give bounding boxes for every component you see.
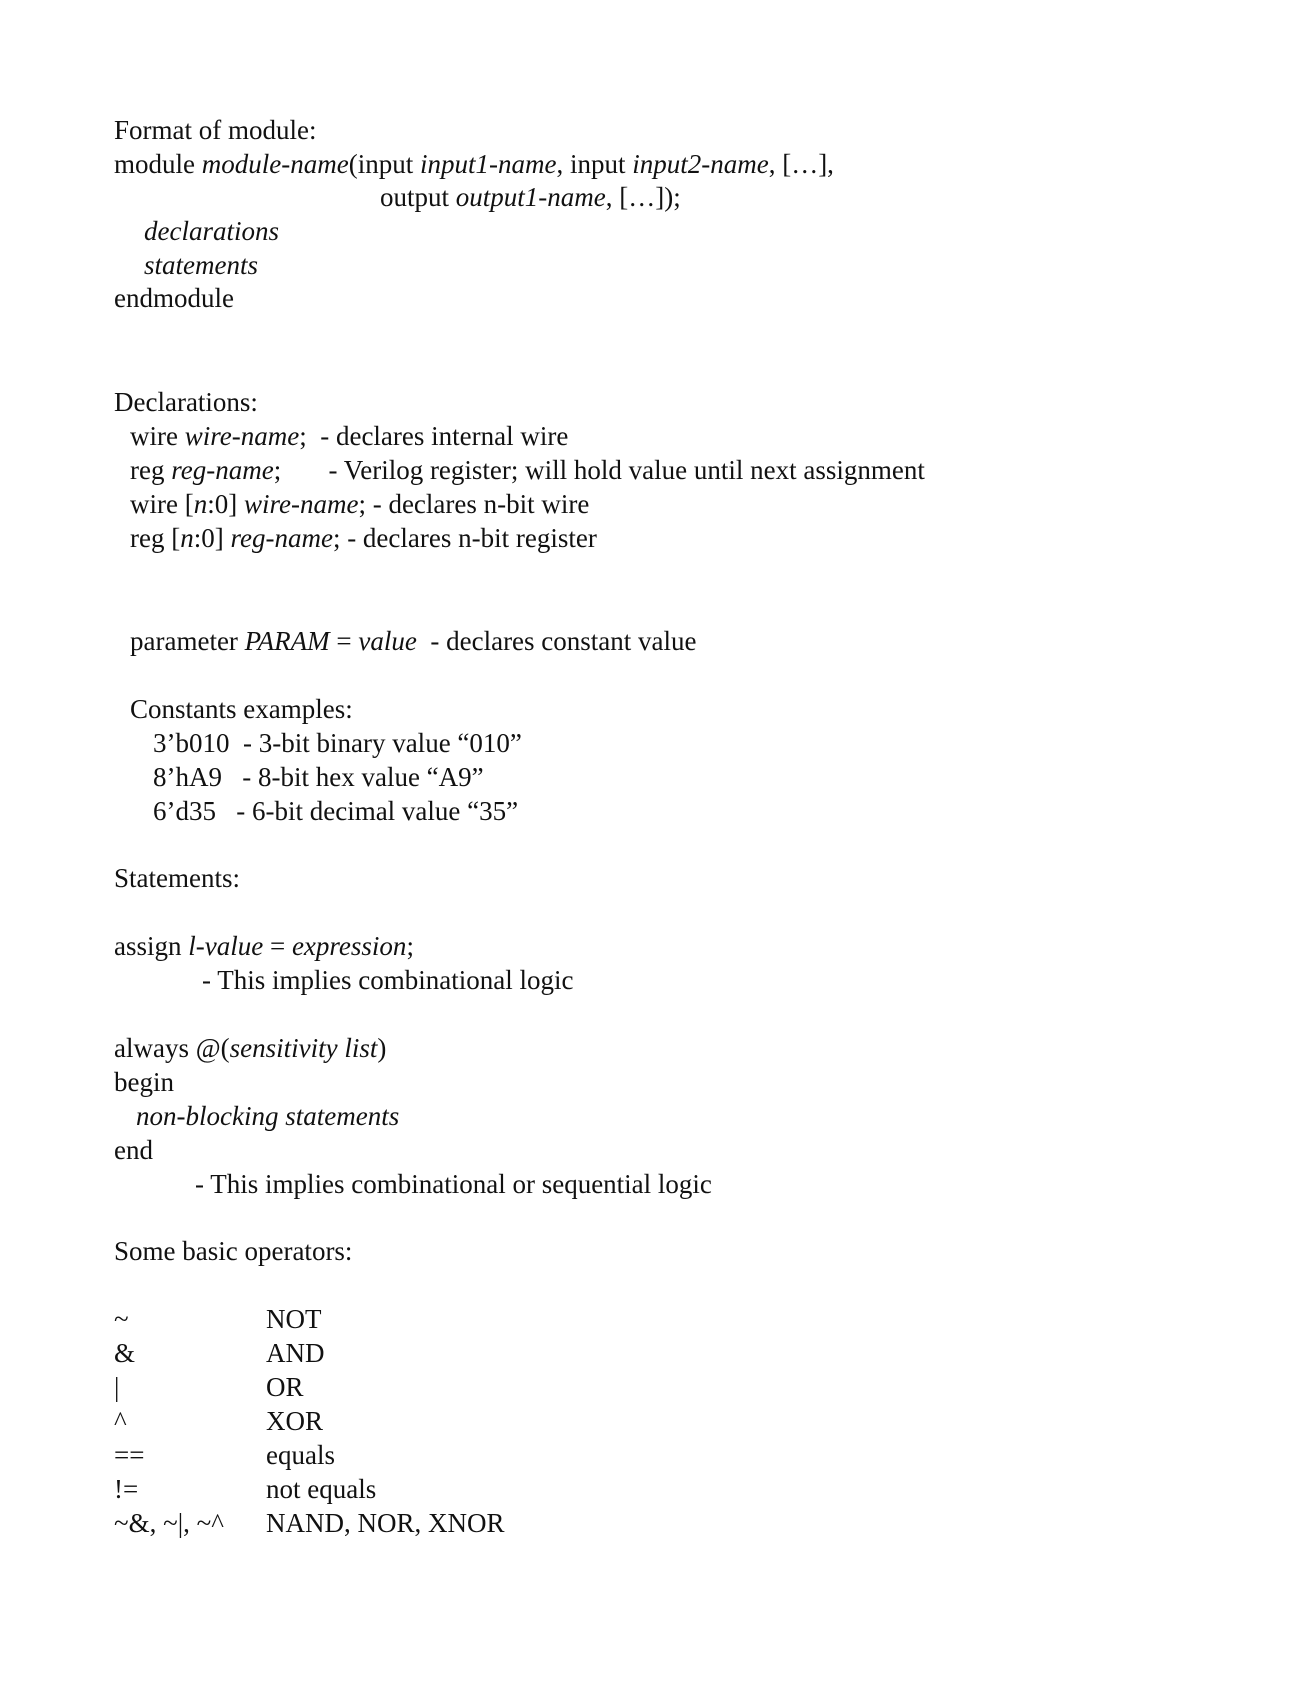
operator-name: not equals [266, 1474, 377, 1504]
always-statement [114, 1031, 386, 1065]
format-declarations [144, 214, 279, 248]
text: n [180, 523, 194, 553]
text: :0] [193, 523, 231, 553]
format-statements [144, 248, 258, 282]
text: input1-name [419, 149, 557, 179]
operator-name: NAND, NOR, XNOR [266, 1508, 505, 1538]
text: ; [406, 931, 414, 961]
format-endmodule: endmodule [114, 283, 234, 313]
text: l-value [188, 931, 264, 961]
operator-name: OR [266, 1372, 304, 1402]
text: ) [377, 1033, 387, 1063]
module-signature-line1 [114, 147, 834, 181]
text: assign [114, 931, 189, 961]
begin-keyword: begin [114, 1067, 174, 1097]
format-heading: Format of module: [114, 115, 317, 145]
text: wire [ [130, 489, 194, 519]
text: always @( [114, 1033, 230, 1063]
text: :0] [207, 489, 244, 519]
text: wire [130, 421, 185, 451]
text: reg [ [130, 523, 181, 553]
text: module [114, 149, 202, 179]
constant-example-decimal: 6’d35 - 6-bit decimal value “35” [153, 796, 519, 826]
statements-heading: Statements: [114, 863, 240, 893]
text: non-blocking statements [136, 1101, 400, 1131]
always-note: - This implies combinational or sequential logic [195, 1169, 712, 1199]
end-keyword: end [114, 1135, 153, 1165]
text: reg-name [230, 523, 333, 553]
operator-name: AND [266, 1338, 325, 1368]
operator-name: NOT [266, 1304, 322, 1334]
text: reg [130, 455, 172, 485]
text: expression [291, 931, 407, 961]
text: wire-name [184, 421, 300, 451]
text: PARAM [244, 626, 330, 656]
operator-symbol: ~&, ~|, ~^ [114, 1508, 224, 1538]
assign-statement [114, 929, 414, 963]
constant-example-hex: 8’hA9 - 8-bit hex value “A9” [153, 762, 484, 792]
text: n [193, 489, 208, 519]
text: wire-name [243, 489, 359, 519]
module-signature-line2 [380, 180, 681, 214]
nonblocking-statements [136, 1099, 399, 1133]
operator-symbol: & [114, 1338, 136, 1368]
text: sensitivity list [229, 1033, 378, 1063]
operators-heading: Some basic operators: [114, 1236, 353, 1266]
text: output [380, 182, 456, 212]
constants-heading: Constants examples: [130, 694, 353, 724]
text: (input [348, 149, 420, 179]
decl-wire [130, 419, 568, 453]
text: value [358, 626, 417, 656]
text: , […]); [605, 182, 681, 212]
text: input2-name [632, 149, 769, 179]
operator-symbol: ~ [114, 1304, 129, 1334]
operator-symbol: != [114, 1474, 139, 1504]
operator-symbol: | [114, 1372, 120, 1402]
text: reg-name [171, 455, 274, 485]
text: declarations [144, 216, 279, 246]
declarations-heading: Declarations: [114, 387, 258, 417]
decl-wire-nbit [130, 487, 589, 521]
text: = [329, 626, 359, 656]
text: ; - declares internal wire [299, 421, 569, 451]
text: ; - declares n-bit wire [358, 489, 590, 519]
text: - declares constant value [416, 626, 697, 656]
decl-reg [130, 453, 925, 487]
text: parameter [130, 626, 245, 656]
text: , input [556, 149, 633, 179]
operator-symbol: ^ [114, 1406, 127, 1436]
text: ; - declares n-bit register [332, 523, 597, 553]
text: output1-name [455, 182, 606, 212]
operator-name: equals [266, 1440, 335, 1470]
text: module-name [201, 149, 349, 179]
text: = [263, 931, 292, 961]
text: statements [144, 250, 258, 280]
operator-name: XOR [266, 1406, 324, 1436]
decl-parameter [130, 624, 697, 658]
decl-reg-nbit [130, 521, 597, 555]
operator-symbol: == [114, 1440, 145, 1470]
text: ; - Verilog register; will hold value until next assignment [273, 455, 925, 485]
constant-example-binary: 3’b010 - 3-bit binary value “010” [153, 728, 522, 758]
assign-note: - This implies combinational logic [202, 965, 574, 995]
text: , […], [768, 149, 834, 179]
